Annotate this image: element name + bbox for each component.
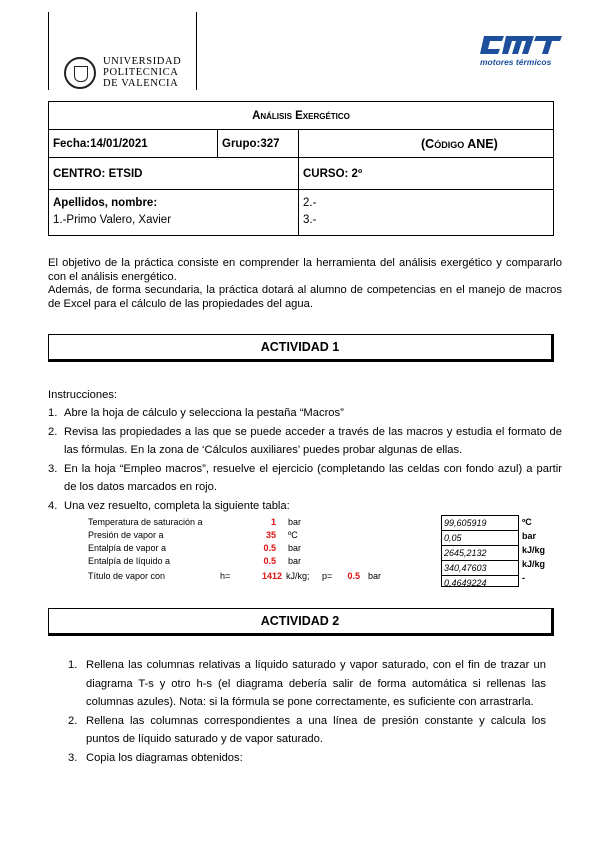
table-unit: ºC: [288, 530, 298, 540]
list-item: 1. Rellena las columnas relativas a líquido saturado y vapor saturado, con el fin de trazar un diagrama T-s y otro h-s (el diagrama debería salir de forma automática si rellenas las columnas azules). Nota: si la fórmula se pone correctamente, es suficiente con arrastrarla.: [68, 659, 546, 708]
header-rule-left: [48, 12, 49, 90]
result-cell: 0,05: [442, 531, 518, 546]
grupo-field: Grupo:327: [218, 130, 299, 158]
list-item: 3. Copia los diagramas obtenidos:: [68, 751, 243, 764]
table-value: 35: [265, 530, 276, 540]
result-unit: bar: [522, 531, 537, 541]
table-unit: bar: [288, 543, 302, 553]
upv-logo-text: UNIVERSIDAD POLITECNICA DE VALENCIA: [103, 56, 182, 89]
header-table: [48, 101, 554, 236]
list-item: 3. En la hoja “Empleo macros”, resuelve el ejercicio (completando las celdas con fondo azul) a partir de los datos marcados en rojo.: [48, 462, 562, 493]
result-cell: 2645,2132: [442, 546, 518, 561]
actividad-2-heading: ACTIVIDAD 2: [48, 608, 554, 636]
curso-field: CURSO: 2º: [299, 158, 554, 190]
apellidos-cell: [49, 190, 299, 236]
document-title: Análisis Exergético: [49, 102, 554, 130]
centro-field: CENTRO: ETSID: [49, 158, 299, 190]
list-item: 1. Abre la hoja de cálculo y selecciona la pestaña “Macros”: [48, 407, 344, 419]
h-value: 1412: [261, 571, 282, 581]
codigo-field: (Código ANE): [417, 130, 554, 158]
result-cell: 0,4649224: [444, 578, 487, 588]
intro-paragraph-1: El objetivo de la práctica consiste en comprender la herramienta del análisis exergético y compararlo con el análisis energético.: [48, 257, 562, 283]
alumno-1: 1.-Primo Valero, Xavier: [53, 214, 172, 226]
result-cell: 99,605919: [442, 516, 518, 531]
result-unit: ºC: [522, 517, 532, 527]
fecha-field: Fecha:14/01/2021: [49, 130, 218, 158]
table-row: Presión de vapor a: [88, 530, 164, 540]
alumno-2: 2.-: [303, 197, 317, 209]
header-rule-right: [196, 12, 197, 90]
list-item: 2. Rellena las columnas correspondientes a una línea de presión constante y calcula los puntos de líquido saturado y de vapor saturado.: [68, 714, 546, 745]
result-unit: kJ/kg: [522, 545, 546, 555]
list-item: 4. Una vez resuelto, completa la siguiente tabla:: [48, 499, 290, 512]
alumnos-cell: [299, 190, 554, 236]
table-value: 0.5: [263, 543, 276, 553]
alumno-3: 3.-: [303, 214, 317, 226]
list-item: 2. Revisa las propiedades a las que se puede acceder a través de las macros y estudia el formato de las fórmulas. En la zona de ‘Cálculos auxiliares’ puedes probar algunas de ellas.: [48, 425, 562, 456]
table-unit: bar: [288, 517, 302, 527]
results-box: [441, 515, 519, 587]
result-unit: -: [522, 573, 525, 583]
p-value: 0.5: [347, 571, 360, 581]
actividad-1-heading: ACTIVIDAD 1: [48, 334, 554, 362]
table-unit: bar: [288, 556, 302, 566]
intro-paragraph-2: Además, de forma secundaria, la práctica dotará al alumno de competencias en el manejo de macros de Excel para el cálculo de las propiedades del agua.: [48, 284, 562, 310]
table-row: Título de vapor con: [88, 571, 166, 581]
p-label: p=: [322, 571, 333, 581]
cmt-subtitle: motores térmicos: [480, 57, 552, 67]
table-row: Entalpía de líquido a: [88, 556, 171, 566]
table-value: 0.5: [263, 556, 276, 566]
actividad-2-steps: [68, 656, 546, 767]
table-row: Entalpía de vapor a: [88, 543, 167, 553]
p-unit: bar: [368, 571, 382, 581]
table-row: Temperatura de saturación a: [88, 517, 203, 527]
result-cell: 340,47603: [442, 561, 518, 576]
apellidos-label: Apellidos, nombre:: [53, 197, 158, 209]
actividad-1-steps: [48, 404, 562, 515]
table-value: 1: [270, 517, 276, 527]
upv-seal-icon: [64, 57, 96, 89]
instrucciones-label: Instrucciones:: [48, 389, 118, 401]
result-unit: kJ/kg: [522, 559, 546, 569]
cmt-logo-icon: [480, 36, 562, 54]
h-unit: kJ/kg;: [286, 571, 310, 581]
h-label: h=: [220, 571, 231, 581]
